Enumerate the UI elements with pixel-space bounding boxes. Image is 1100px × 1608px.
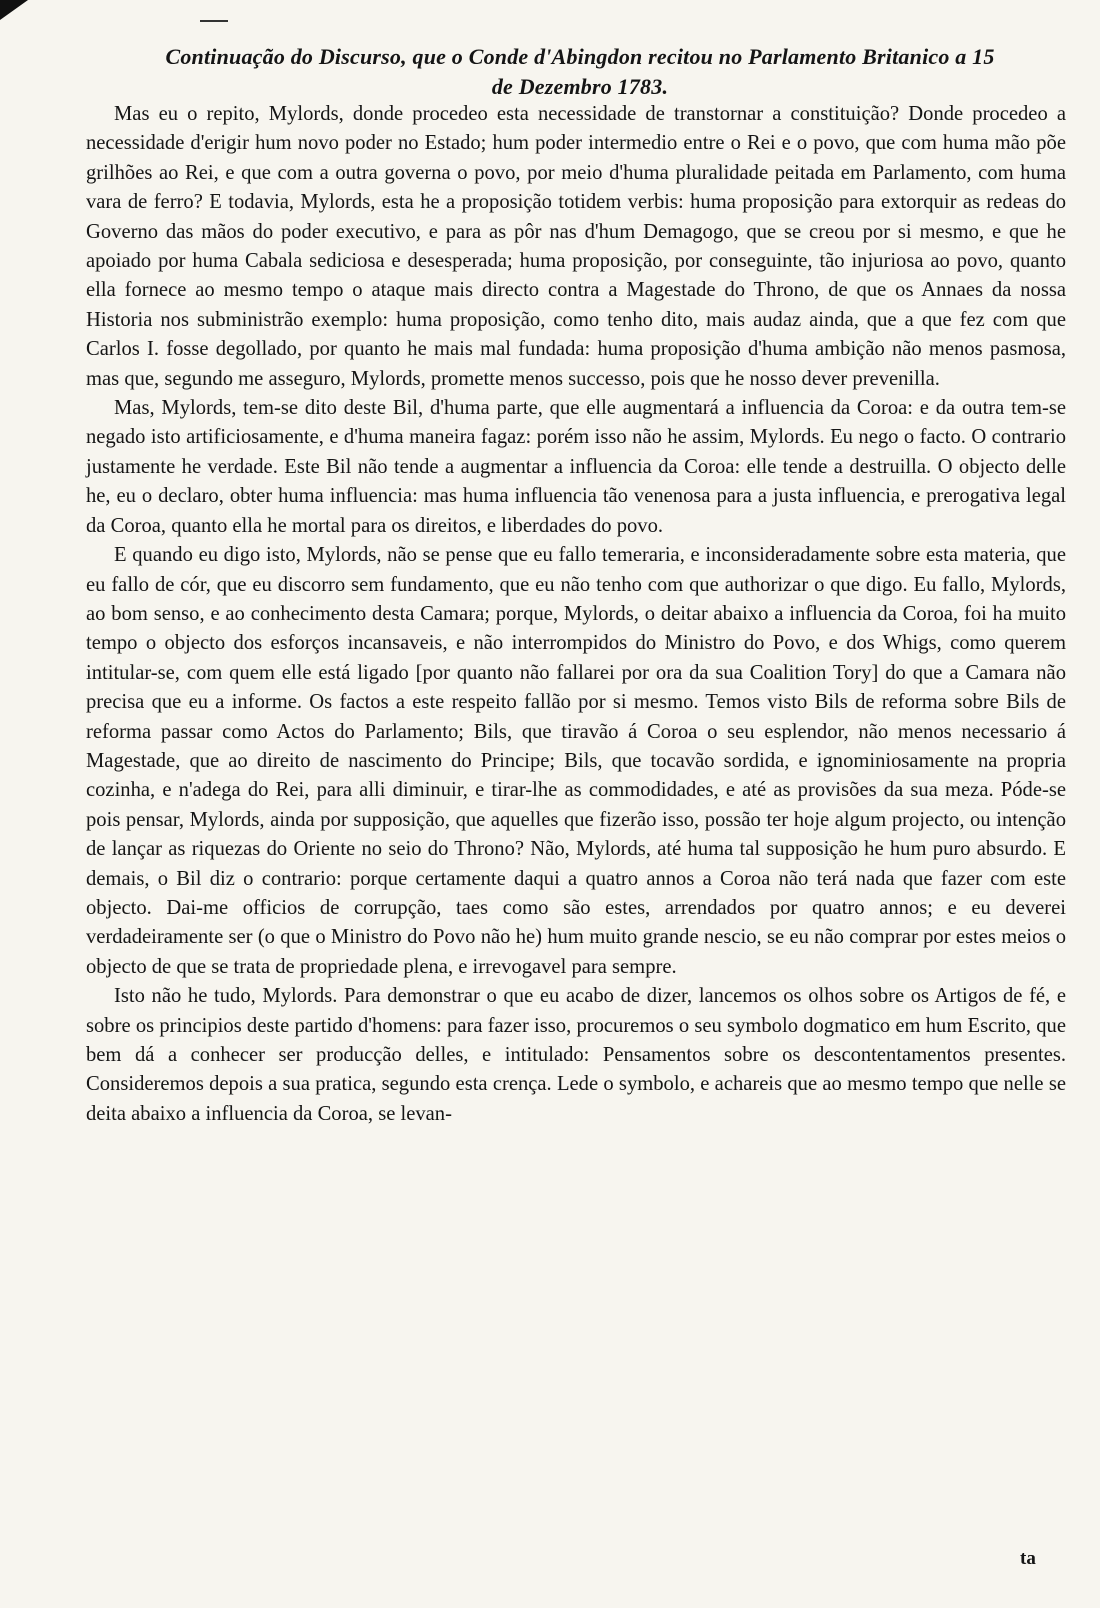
title-line-2: de Dezembro 1783. bbox=[491, 74, 669, 99]
document-body bbox=[86, 100, 1066, 1129]
document-title bbox=[90, 42, 1070, 102]
paragraph-2: Mas, Mylords, tem-se dito deste Bil, d'huma parte, que elle augmentará a influencia da Coroa: e da outra tem-se negado isto artificiosamente, e d'huma maneira fagaz: porém isso não he assim, Mylords. Eu nego o facto. O contrario justamente he verdade. Este Bil não tende a augmentar a influencia da Coroa: elle tende a destruilla. O objecto delle he, eu o declaro, obter huma influencia: mas huma influencia tão venenosa para a justa influencia, e prerogativa legal da Coroa, quanto ella he mortal para os direitos, e liberdades do povo. bbox=[86, 397, 1066, 537]
paragraph-1: Mas eu o repito, Mylords, donde procedeo esta necessidade de transtornar a constituição? Donde procedeo a necessidade d'erigir hum novo poder no Estado; hum poder intermedio entre o Rei e o povo, que com huma mão põe grilhões ao Rei, e que com a outra governa o povo, por meio d'huma pluralidade peitada em Parlamento, com huma vara de ferro? E todavia, Mylords, esta he a proposição totidem verbis: huma proposição para extorquir as redeas do Governo das mãos do poder executivo, e para as pôr nas d'hum Demagogo, que se creou por si mesmo, e que he apoiado por huma Cabala sediciosa e desesperada; huma proposição, por conseguinte, tão injuriosa ao povo, quanto ella fornece ao mesmo tempo o ataque mais directo contra a Magestade do Throno, de que os Annaes da nossa Historia nos subministrão exemplo: huma proposição, como tenho dito, mais audaz ainda, que a que fez com que Carlos I. fosse degollado, por quanto he mais mal fundada: huma proposição d'huma ambição não menos pasmosa, mas que, segundo me asseguro, Mylords, promette menos successo, pois que he nosso dever prevenilla. bbox=[86, 103, 1066, 390]
paragraph-4: Isto não he tudo, Mylords. Para demonstrar o que eu acabo de dizer, lancemos os olhos sobre os Artigos de fé, e sobre os principios deste partido d'homens: para fazer isso, procuremos o seu symbolo dogmatico em hum Escrito, que bem dá a conhecer ser producção delles, e intitulado: Pensamentos sobre os descontentamentos presentes. Consideremos depois a sua pratica, segundo esta crença. Lede o symbolo, e achareis que ao mesmo tempo que nelle se deita abaixo a influencia da Coroa, se levan- bbox=[86, 985, 1066, 1125]
title-line-1: Continuação do Discurso, que o Conde d'Abingdon recitou no Parlamento Britanico a 15 bbox=[165, 44, 995, 69]
paragraph-3: E quando eu digo isto, Mylords, não se pense que eu fallo temeraria, e inconsideradamente sobre esta materia, que eu fallo de cór, que eu discorro sem fundamento, que eu não tenho com que authorizar o que digo. Eu fallo, Mylords, ao bom senso, e ao conhecimento desta Camara; porque, Mylords, o deitar abaixo a influencia da Coroa, foi ha muito tempo o objecto dos esforços incansaveis, e não interrompidos do Ministro do Povo, e dos Whigs, como querem intitular-se, com quem elle está ligado [por quanto não fallarei por ora da sua Coalition Tory] do que a Camara não precisa que eu a informe. Os factos a este respeito fallão por si mesmo. Temos visto Bils de reforma sobre Bils de reforma passar como Actos do Parlamento; Bils, que tiravão á Coroa o seu esplendor, não menos necessario á Magestade, que ao direito de nascimento do Principe; Bils, que tocavão sordida, e ignominiosamente na propria cozinha, e n'adega do Rei, para alli diminuir, e tirar-lhe as commodidades, e até as provisões da sua meza. Póde-se pois pensar, Mylords, ainda por supposição, que aquelles que fizerão isso, possão ter hoje algum projecto, ou intenção de lançar as riquezas do Oriente no seio do Throno? Não, Mylords, até huma tal supposição he hum puro absurdo. E demais, o Bil diz o contrario: porque certamente daqui a quatro annos a Coroa não terá nada que fazer com este objecto. Dai-me officios de corrupção, taes como são estes, arrendados por quatro annos; e eu deverei verdadeiramente ser (o que o Ministro do Povo não he) hum muito grande nescio, se eu não comprar por estes meios o objecto de que se trata de propriedade plena, e irrevogavel para sempre. bbox=[86, 544, 1066, 978]
corner-ink-mark bbox=[0, 0, 28, 20]
top-rule bbox=[200, 20, 228, 22]
catchword: ta bbox=[1020, 1548, 1036, 1569]
